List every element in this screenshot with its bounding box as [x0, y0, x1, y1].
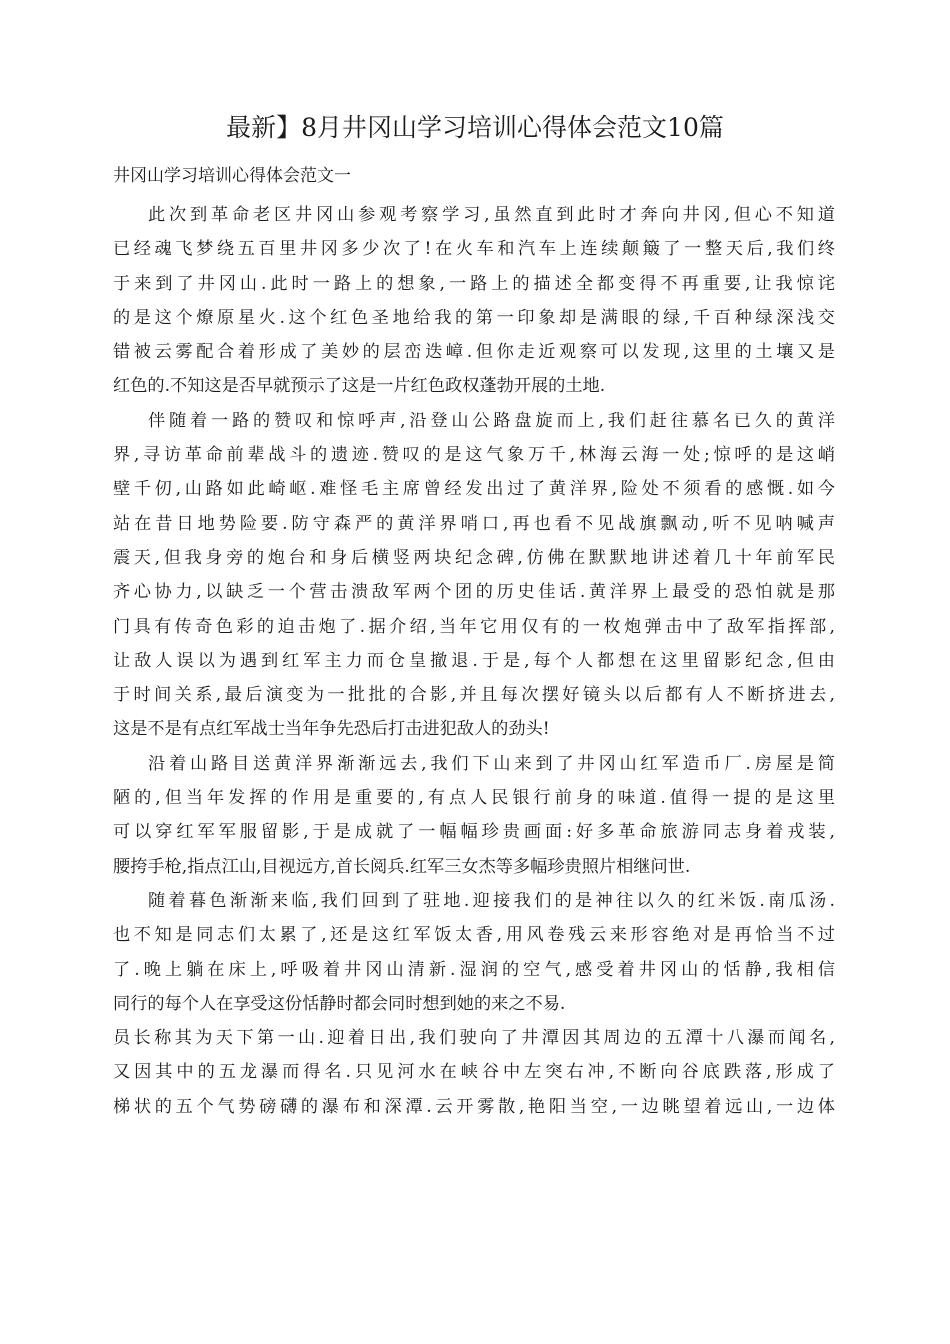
paragraph-2	[113, 404, 835, 747]
text-line: 此次到革命老区井冈山参观考察学习,虽然直到此时才奔向井冈,但心不知道	[148, 205, 835, 225]
text-line: 壁千仞,山路如此崎岖.难怪毛主席曾经发出过了黄洋界,险处不须看的感慨.如今	[113, 479, 835, 500]
document-body	[113, 198, 835, 1124]
text-line: 又因其中的五龙瀑而得名.只见河水在峡谷中左突右冲,不断向谷底跌落,形成了	[113, 1062, 835, 1083]
document-title: 最新】8月井冈山学习培训心得体会范文10篇	[226, 113, 724, 142]
text-line: 梯状的五个气势磅礴的瀑布和深潭.云开雾散,艳阳当空,一边眺望着远山,一边体	[113, 1096, 835, 1117]
text-line: 伴随着一路的赞叹和惊呼声,沿登山公路盘旋而上,我们赶往慕名已久的黄洋	[148, 410, 835, 431]
text-line: 随着暮色渐渐来临,我们回到了驻地.迎接我们的是神往以久的红米饭.南瓜汤.	[148, 890, 835, 911]
section-heading: 井冈山学习培训心得体会范文一	[113, 166, 351, 186]
text-line: 错被云雾配合着形成了美妙的层峦迭嶂.但你走近观察可以发现,这里的土壤又是	[113, 342, 835, 363]
text-line: 界,寻访革命前辈战斗的遗迹.赞叹的是这气象万千,林海云海一处;惊呼的是这峭	[113, 445, 835, 466]
paragraph-5	[113, 1021, 835, 1124]
paragraph-4	[113, 884, 835, 1021]
text-line: 让敌人误以为遇到红军主力而仓皇撤退.于是,每个人都想在这里留影纪念,但由	[113, 650, 835, 671]
text-line: 了.晚上躺在床上,呼吸着井冈山清新.湿润的空气,感受着井冈山的恬静,我相信	[113, 959, 835, 980]
text-line: 已经魂飞梦绕五百里井冈多少次了!在火车和汽车上连续颠簸了一整天后,我们终	[113, 239, 835, 260]
text-line: 同行的每个人在享受这份恬静时都会同时想到她的来之不易.	[113, 993, 566, 1014]
text-line: 门具有传奇色彩的迫击炮了.据介绍,当年它用仅有的一枚炮弹击中了敌军指挥部,	[113, 616, 835, 637]
text-line: 红色的.不知这是否早就预示了这是一片红色政权蓬勃开展的土地.	[113, 376, 606, 397]
paragraph-1	[113, 198, 835, 404]
text-line: 陋的,但当年发挥的作用是重要的,有点人民银行前身的味道.值得一提的是这里	[113, 788, 835, 809]
text-line: 员长称其为天下第一山.迎着日出,我们驶向了井潭因其周边的五潭十八瀑而闻名,	[113, 1028, 835, 1049]
text-line: 沿着山路目送黄洋界渐渐远去,我们下山来到了井冈山红军造币厂.房屋是简	[148, 753, 835, 774]
text-line: 腰挎手枪,指点江山,目视远方,首长阅兵.红军三女杰等多幅珍贵照片相继问世.	[113, 856, 691, 877]
text-line: 这是不是有点红军战士当年争先恐后打击进犯敌人的劲头!	[113, 719, 550, 740]
text-line: 于来到了井冈山.此时一路上的想象,一路上的描述全都变得不再重要,让我惊诧	[113, 273, 835, 294]
text-line: 齐心协力,以缺乏一个营击溃敌军两个团的历史佳话.黄洋界上最受的恐怕就是那	[113, 582, 835, 603]
text-line: 的是这个燎原星火.这个红色圣地给我的第一印象却是满眼的绿,千百种绿深浅交	[113, 307, 835, 328]
text-line: 震天,但我身旁的炮台和身后横竖两块纪念碑,仿佛在默默地讲述着几十年前军民	[113, 547, 835, 568]
paragraph-3	[113, 747, 835, 884]
text-line: 也不知是同志们太累了,还是这红军饭太香,用风卷残云来形容绝对是再恰当不过	[113, 925, 835, 946]
text-line: 于时间关系,最后演变为一批批的合影,并且每次摆好镜头以后都有人不断挤进去,	[113, 685, 835, 706]
text-line: 可以穿红军军服留影,于是成就了一幅幅珍贵画面:好多革命旅游同志身着戎装,	[113, 822, 835, 843]
text-line: 站在昔日地势险要.防守森严的黄洋界哨口,再也看不见战旗飘动,听不见呐喊声	[113, 513, 835, 534]
